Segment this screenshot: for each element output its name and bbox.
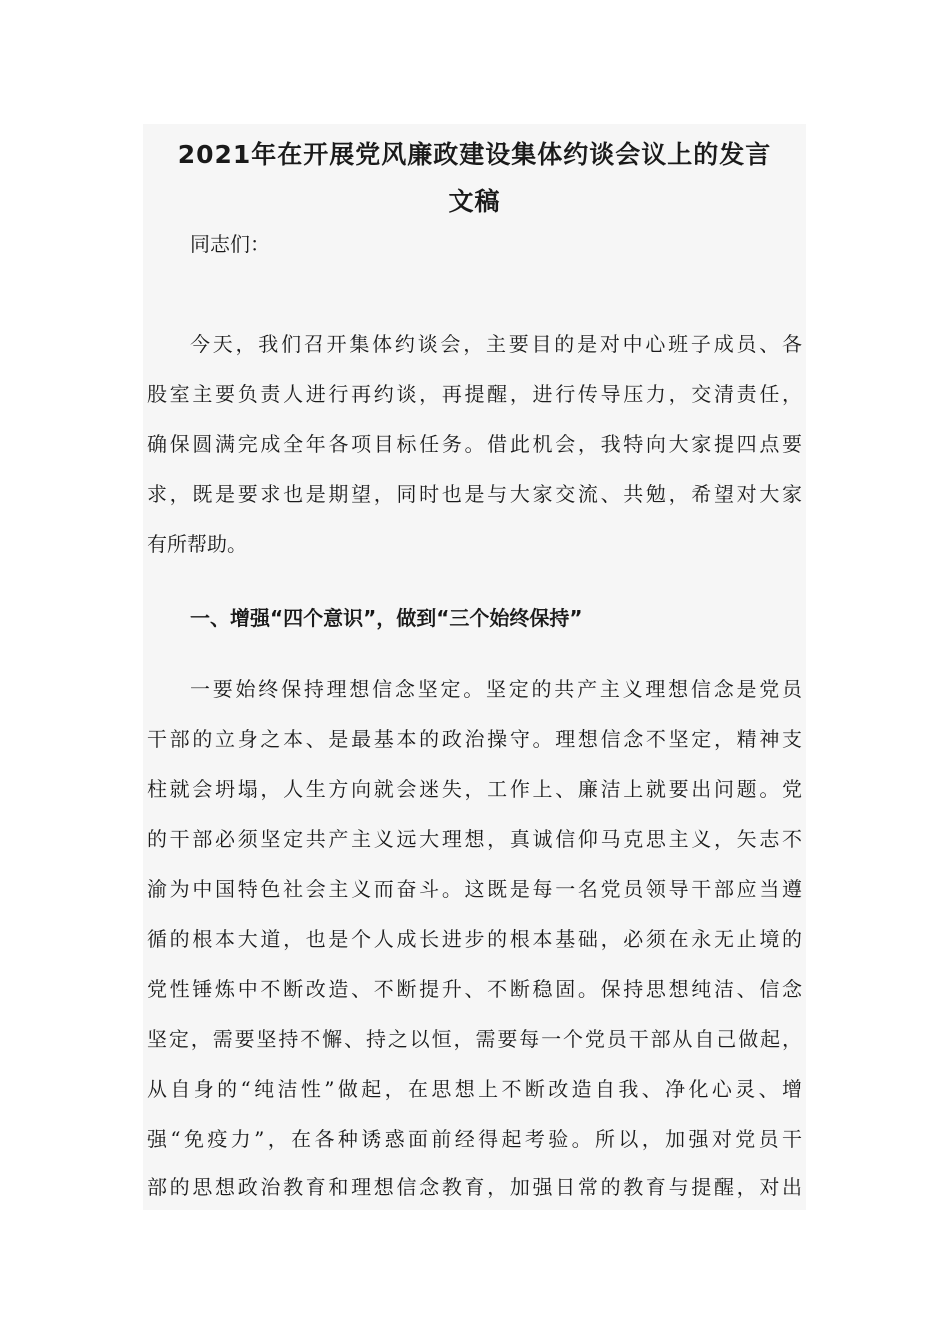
paragraph-line: 党性锤炼中不断改造、不断提升、不断稳固。保持思想纯洁、信念 [147, 977, 802, 1001]
paragraph-line: 渝为中国特色社会主义而奋斗。这既是每一名党员领导干部应当遵 [147, 877, 802, 901]
document-title-line-1: 2021年在开展党风廉政建设集体约谈会议上的发言 [177, 140, 772, 169]
paragraph-line: 确保圆满完成全年各项目标任务。借此机会，我特向大家提四点要 [147, 432, 802, 456]
paragraph-line: 从自身的“纯洁性”做起，在思想上不断改造自我、净化心灵、增 [147, 1077, 802, 1101]
paragraph-line: 求，既是要求也是期望，同时也是与大家交流、共勉，希望对大家 [147, 482, 802, 506]
paragraph-line: 一要始终保持理想信念坚定。坚定的共产主义理想信念是党员 [190, 677, 802, 701]
paragraph-line: 有所帮助。 [147, 532, 247, 556]
section-heading: 一、增强“四个意识”，做到“三个始终保持” [190, 606, 583, 630]
paragraph-line: 部的思想政治教育和理想信念教育，加强日常的教育与提醒，对出 [147, 1175, 802, 1199]
paragraph-line: 循的根本大道，也是个人成长进步的根本基础，必须在永无止境的 [147, 927, 802, 951]
paragraph-line: 今天，我们召开集体约谈会，主要目的是对中心班子成员、各 [190, 332, 802, 356]
paragraph-line: 股室主要负责人进行再约谈，再提醒，进行传导压力，交清责任， [147, 382, 802, 406]
paragraph-line: 强“免疫力”，在各种诱惑面前经得起考验。所以，加强对党员干 [147, 1127, 802, 1151]
paragraph-line: 的干部必须坚定共产主义远大理想，真诚信仰马克思主义，矢志不 [147, 827, 802, 851]
salutation: 同志们： [190, 232, 270, 256]
paragraph-line: 柱就会坍塌，人生方向就会迷失，工作上、廉洁上就要出问题。党 [147, 777, 802, 801]
document-title-line-2: 文稿 [448, 187, 501, 216]
paragraph-line: 坚定，需要坚持不懈、持之以恒，需要每一个党员干部从自己做起， [147, 1027, 802, 1051]
paragraph-line: 干部的立身之本、是最基本的政治操守。理想信念不坚定，精神支 [147, 727, 802, 751]
